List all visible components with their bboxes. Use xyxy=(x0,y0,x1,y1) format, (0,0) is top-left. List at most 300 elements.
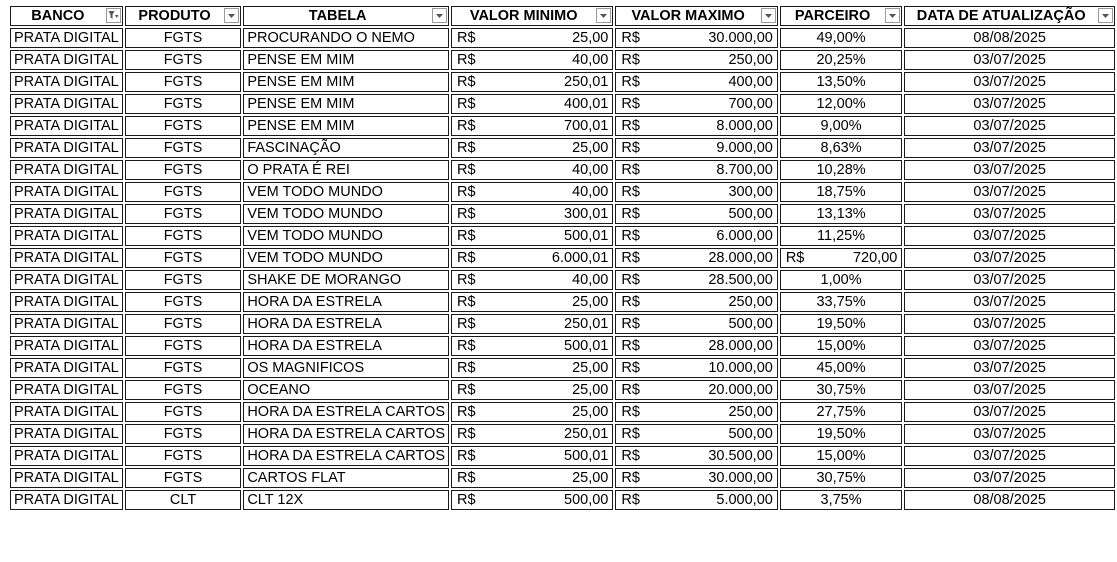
cell-parceiro[interactable]: 15,00% xyxy=(780,446,903,466)
cell-valor-maximo[interactable] xyxy=(615,28,777,48)
cell-valor-maximo[interactable] xyxy=(615,226,777,246)
amount: 500,00 xyxy=(728,206,773,222)
currency-value xyxy=(457,294,608,310)
cell-data-atualizacao[interactable]: 03/07/2025 xyxy=(904,116,1115,136)
cell-tabela[interactable]: PROCURANDO O NEMO xyxy=(243,28,449,48)
amount: 10.000,00 xyxy=(708,360,773,376)
currency-symbol: R$ xyxy=(457,250,476,266)
table-row xyxy=(10,226,1115,246)
currency-symbol: R$ xyxy=(621,162,640,178)
cell-data-atualizacao[interactable]: 03/07/2025 xyxy=(904,204,1115,224)
amount: 300,01 xyxy=(564,206,609,222)
header-data-atualizacao xyxy=(904,6,1115,26)
cell-banco[interactable]: PRATA DIGITAL xyxy=(10,204,123,224)
cell-banco[interactable]: PRATA DIGITAL xyxy=(10,314,123,334)
currency-value xyxy=(621,250,772,266)
cell-valor-maximo[interactable] xyxy=(615,468,777,488)
cell-valor-maximo[interactable] xyxy=(615,270,777,290)
currency-value xyxy=(621,470,772,486)
cell-valor-maximo[interactable] xyxy=(615,72,777,92)
cell-produto[interactable]: FGTS xyxy=(125,72,242,92)
table-row xyxy=(10,248,1115,268)
cell-parceiro[interactable]: 3,75% xyxy=(780,490,903,510)
table-row xyxy=(10,446,1115,466)
cell-valor-minimo[interactable] xyxy=(451,424,613,444)
table-body xyxy=(10,28,1115,510)
cell-tabela[interactable]: PENSE EM MIM xyxy=(243,50,449,70)
cell-banco[interactable]: PRATA DIGITAL xyxy=(10,94,123,114)
header-valor-maximo-label: VALOR MAXIMO xyxy=(631,8,745,24)
currency-value xyxy=(621,228,772,244)
cell-banco[interactable]: PRATA DIGITAL xyxy=(10,226,123,246)
currency-symbol: R$ xyxy=(621,316,640,332)
spreadsheet-table xyxy=(8,4,1117,512)
currency-value xyxy=(621,118,772,134)
header-produto-label: PRODUTO xyxy=(138,8,211,24)
header-produto xyxy=(125,6,242,26)
currency-value xyxy=(621,316,772,332)
cell-valor-minimo[interactable] xyxy=(451,270,613,290)
currency-symbol: R$ xyxy=(457,184,476,200)
table-row xyxy=(10,160,1115,180)
cell-valor-minimo[interactable] xyxy=(451,160,613,180)
cell-parceiro[interactable] xyxy=(780,248,903,268)
header-parceiro xyxy=(780,6,903,26)
currency-symbol: R$ xyxy=(621,470,640,486)
amount: 25,00 xyxy=(572,404,609,420)
currency-value xyxy=(457,448,608,464)
cell-produto[interactable]: FGTS xyxy=(125,424,242,444)
cell-banco[interactable]: PRATA DIGITAL xyxy=(10,380,123,400)
cell-tabela[interactable]: CLT 12X xyxy=(243,490,449,510)
currency-symbol: R$ xyxy=(457,228,476,244)
currency-value xyxy=(621,338,772,354)
cell-produto[interactable]: FGTS xyxy=(125,270,242,290)
amount: 28.000,00 xyxy=(708,338,773,354)
cell-valor-minimo[interactable] xyxy=(451,138,613,158)
amount: 40,00 xyxy=(572,162,609,178)
amount: 700,01 xyxy=(564,118,609,134)
cell-produto[interactable]: FGTS xyxy=(125,116,242,136)
table-row xyxy=(10,204,1115,224)
cell-tabela[interactable]: CARTOS FLAT xyxy=(243,468,449,488)
cell-tabela[interactable]: OS MAGNIFICOS xyxy=(243,358,449,378)
cell-produto[interactable]: FGTS xyxy=(125,226,242,246)
currency-symbol: R$ xyxy=(785,250,805,266)
cell-produto[interactable]: FGTS xyxy=(125,468,242,488)
cell-data-atualizacao[interactable]: 03/07/2025 xyxy=(904,446,1115,466)
amount: 28.000,00 xyxy=(708,250,773,266)
cell-parceiro[interactable]: 49,00% xyxy=(780,28,903,48)
cell-banco[interactable]: PRATA DIGITAL xyxy=(10,28,123,48)
table-row xyxy=(10,270,1115,290)
cell-banco[interactable]: PRATA DIGITAL xyxy=(10,72,123,92)
currency-symbol: R$ xyxy=(457,382,476,398)
currency-symbol: R$ xyxy=(457,426,476,442)
cell-valor-maximo[interactable] xyxy=(615,160,777,180)
currency-symbol: R$ xyxy=(621,184,640,200)
cell-parceiro[interactable]: 30,75% xyxy=(780,380,903,400)
currency-value xyxy=(621,162,772,178)
currency-value xyxy=(621,140,772,156)
cell-parceiro[interactable]: 12,00% xyxy=(780,94,903,114)
currency-symbol: R$ xyxy=(621,294,640,310)
cell-valor-maximo[interactable] xyxy=(615,94,777,114)
cell-tabela[interactable]: FASCINAÇÃO xyxy=(243,138,449,158)
currency-symbol: R$ xyxy=(457,30,476,46)
currency-value xyxy=(457,382,608,398)
currency-value xyxy=(621,382,772,398)
currency-value xyxy=(457,316,608,332)
header-tabela xyxy=(243,6,449,26)
cell-valor-minimo[interactable] xyxy=(451,182,613,202)
amount: 500,01 xyxy=(564,338,609,354)
cell-banco[interactable]: PRATA DIGITAL xyxy=(10,292,123,312)
amount: 720,00 xyxy=(852,250,898,266)
cell-parceiro[interactable]: 10,28% xyxy=(780,160,903,180)
cell-valor-minimo[interactable] xyxy=(451,468,613,488)
table-row xyxy=(10,358,1115,378)
currency-value xyxy=(621,96,772,112)
header-banco xyxy=(10,6,123,26)
cell-parceiro[interactable]: 8,63% xyxy=(780,138,903,158)
cell-tabela[interactable]: PENSE EM MIM xyxy=(243,94,449,114)
cell-parceiro[interactable]: 33,75% xyxy=(780,292,903,312)
cell-parceiro[interactable]: 1,00% xyxy=(780,270,903,290)
cell-produto[interactable]: FGTS xyxy=(125,182,242,202)
amount: 6.000,00 xyxy=(716,228,773,244)
cell-banco[interactable]: PRATA DIGITAL xyxy=(10,182,123,202)
currency-value xyxy=(457,272,608,288)
amount: 8.000,00 xyxy=(716,118,773,134)
cell-valor-maximo[interactable] xyxy=(615,336,777,356)
cell-produto[interactable]: FGTS xyxy=(125,314,242,334)
amount: 250,01 xyxy=(564,74,609,90)
cell-parceiro[interactable]: 9,00% xyxy=(780,116,903,136)
currency-value xyxy=(621,360,772,376)
cell-tabela[interactable]: VEM TODO MUNDO xyxy=(243,248,449,268)
cell-valor-minimo[interactable] xyxy=(451,226,613,246)
cell-data-atualizacao[interactable]: 03/07/2025 xyxy=(904,336,1115,356)
cell-valor-maximo[interactable] xyxy=(615,138,777,158)
cell-parceiro[interactable]: 11,25% xyxy=(780,226,903,246)
cell-produto[interactable]: FGTS xyxy=(125,292,242,312)
cell-valor-maximo[interactable] xyxy=(615,248,777,268)
cell-data-atualizacao[interactable]: 03/07/2025 xyxy=(904,248,1115,268)
cell-parceiro[interactable]: 18,75% xyxy=(780,182,903,202)
cell-valor-maximo[interactable] xyxy=(615,292,777,312)
dropdown-arrow-icon[interactable] xyxy=(761,8,776,23)
cell-tabela[interactable]: HORA DA ESTRELA xyxy=(243,314,449,334)
cell-valor-maximo[interactable] xyxy=(615,380,777,400)
cell-banco[interactable]: PRATA DIGITAL xyxy=(10,138,123,158)
cell-valor-maximo[interactable] xyxy=(615,182,777,202)
currency-symbol: R$ xyxy=(621,404,640,420)
cell-data-atualizacao[interactable]: 03/07/2025 xyxy=(904,402,1115,422)
cell-valor-minimo[interactable] xyxy=(451,380,613,400)
cell-produto[interactable]: FGTS xyxy=(125,380,242,400)
amount: 400,00 xyxy=(728,74,773,90)
cell-valor-maximo[interactable] xyxy=(615,50,777,70)
header-data-atualizacao-label: DATA DE ATUALIZAÇÃO xyxy=(916,8,1086,24)
cell-banco[interactable]: PRATA DIGITAL xyxy=(10,160,123,180)
currency-value xyxy=(621,74,772,90)
amount: 30.500,00 xyxy=(708,448,773,464)
cell-data-atualizacao[interactable]: 03/07/2025 xyxy=(904,72,1115,92)
cell-data-atualizacao[interactable]: 03/07/2025 xyxy=(904,468,1115,488)
amount: 25,00 xyxy=(572,30,609,46)
currency-symbol: R$ xyxy=(621,228,640,244)
cell-produto[interactable]: FGTS xyxy=(125,248,242,268)
cell-valor-minimo[interactable] xyxy=(451,94,613,114)
currency-value xyxy=(457,492,608,508)
cell-valor-maximo[interactable] xyxy=(615,402,777,422)
currency-value xyxy=(457,206,608,222)
cell-produto[interactable]: FGTS xyxy=(125,402,242,422)
cell-valor-minimo[interactable] xyxy=(451,116,613,136)
cell-valor-minimo[interactable] xyxy=(451,314,613,334)
amount: 40,00 xyxy=(572,184,609,200)
cell-produto[interactable]: FGTS xyxy=(125,28,242,48)
cell-banco[interactable]: PRATA DIGITAL xyxy=(10,446,123,466)
currency-value xyxy=(621,426,772,442)
cell-tabela[interactable]: SHAKE DE MORANGO xyxy=(243,270,449,290)
amount: 500,00 xyxy=(728,426,773,442)
cell-parceiro[interactable]: 15,00% xyxy=(780,336,903,356)
amount: 25,00 xyxy=(572,294,609,310)
currency-value xyxy=(457,52,608,68)
currency-symbol: R$ xyxy=(457,448,476,464)
cell-produto[interactable]: CLT xyxy=(125,490,242,510)
header-tabela-label: TABELA xyxy=(308,8,367,24)
cell-valor-minimo[interactable] xyxy=(451,28,613,48)
cell-valor-minimo[interactable] xyxy=(451,204,613,224)
cell-valor-maximo[interactable] xyxy=(615,490,777,510)
table-row xyxy=(10,28,1115,48)
cell-tabela[interactable]: HORA DA ESTRELA xyxy=(243,336,449,356)
amount: 400,01 xyxy=(564,96,609,112)
currency-symbol: R$ xyxy=(457,140,476,156)
amount: 8.700,00 xyxy=(716,162,773,178)
dropdown-arrow-icon[interactable] xyxy=(596,8,611,23)
cell-produto[interactable]: FGTS xyxy=(125,446,242,466)
header-row xyxy=(10,6,1115,26)
cell-data-atualizacao[interactable]: 03/07/2025 xyxy=(904,358,1115,378)
header-parceiro-label: PARCEIRO xyxy=(794,8,871,24)
cell-produto[interactable]: FGTS xyxy=(125,94,242,114)
amount: 500,00 xyxy=(728,316,773,332)
table-row xyxy=(10,182,1115,202)
currency-symbol: R$ xyxy=(457,272,476,288)
table-row xyxy=(10,314,1115,334)
currency-symbol: R$ xyxy=(457,294,476,310)
currency-symbol: R$ xyxy=(621,140,640,156)
cell-valor-minimo[interactable] xyxy=(451,50,613,70)
currency-value xyxy=(457,250,608,266)
currency-symbol: R$ xyxy=(457,338,476,354)
currency-symbol: R$ xyxy=(457,206,476,222)
cell-data-atualizacao[interactable]: 03/07/2025 xyxy=(904,182,1115,202)
cell-tabela[interactable]: HORA DA ESTRELA CARTOS xyxy=(243,446,449,466)
cell-produto[interactable]: FGTS xyxy=(125,358,242,378)
cell-banco[interactable]: PRATA DIGITAL xyxy=(10,490,123,510)
amount: 20.000,00 xyxy=(708,382,773,398)
cell-parceiro[interactable]: 13,50% xyxy=(780,72,903,92)
currency-symbol: R$ xyxy=(621,382,640,398)
currency-symbol: R$ xyxy=(621,338,640,354)
cell-valor-maximo[interactable] xyxy=(615,204,777,224)
cell-valor-maximo[interactable] xyxy=(615,358,777,378)
cell-banco[interactable]: PRATA DIGITAL xyxy=(10,336,123,356)
cell-banco[interactable]: PRATA DIGITAL xyxy=(10,50,123,70)
currency-value xyxy=(621,448,772,464)
currency-value xyxy=(621,492,772,508)
cell-valor-minimo[interactable] xyxy=(451,72,613,92)
currency-value xyxy=(457,404,608,420)
cell-tabela[interactable]: HORA DA ESTRELA CARTOS xyxy=(243,424,449,444)
currency-value xyxy=(621,30,772,46)
cell-tabela[interactable]: HORA DA ESTRELA xyxy=(243,292,449,312)
cell-tabela[interactable]: PENSE EM MIM xyxy=(243,72,449,92)
cell-valor-minimo[interactable] xyxy=(451,248,613,268)
cell-valor-maximo[interactable] xyxy=(615,314,777,334)
cell-banco[interactable]: PRATA DIGITAL xyxy=(10,270,123,290)
cell-data-atualizacao[interactable]: 03/07/2025 xyxy=(904,314,1115,334)
currency-value xyxy=(457,338,608,354)
cell-tabela[interactable]: PENSE EM MIM xyxy=(243,116,449,136)
table-row xyxy=(10,94,1115,114)
table-row xyxy=(10,468,1115,488)
cell-data-atualizacao[interactable]: 03/07/2025 xyxy=(904,380,1115,400)
amount: 250,00 xyxy=(728,52,773,68)
currency-value xyxy=(621,294,772,310)
header-valor-minimo-label: VALOR MINIMO xyxy=(469,8,578,24)
dropdown-arrow-icon[interactable] xyxy=(224,8,239,23)
cell-valor-maximo[interactable] xyxy=(615,446,777,466)
currency-symbol: R$ xyxy=(621,96,640,112)
dropdown-arrow-icon[interactable] xyxy=(432,8,447,23)
cell-produto[interactable]: FGTS xyxy=(125,160,242,180)
cell-parceiro[interactable]: 19,50% xyxy=(780,424,903,444)
cell-tabela[interactable]: VEM TODO MUNDO xyxy=(243,226,449,246)
cell-valor-minimo[interactable] xyxy=(451,490,613,510)
header-banco-label: BANCO xyxy=(31,8,85,24)
amount: 500,01 xyxy=(564,228,609,244)
currency-symbol: R$ xyxy=(457,74,476,90)
cell-valor-maximo[interactable] xyxy=(615,424,777,444)
dropdown-arrow-icon[interactable] xyxy=(1098,8,1113,23)
cell-valor-minimo[interactable] xyxy=(451,336,613,356)
filter-applied-icon[interactable] xyxy=(106,8,121,23)
cell-data-atualizacao[interactable]: 03/07/2025 xyxy=(904,94,1115,114)
table-row xyxy=(10,490,1115,510)
cell-valor-minimo[interactable] xyxy=(451,446,613,466)
table-row xyxy=(10,116,1115,136)
cell-valor-maximo[interactable] xyxy=(615,116,777,136)
currency-value xyxy=(457,360,608,376)
cell-parceiro[interactable]: 30,75% xyxy=(780,468,903,488)
cell-parceiro[interactable]: 45,00% xyxy=(780,358,903,378)
currency-symbol: R$ xyxy=(621,118,640,134)
cell-banco[interactable]: PRATA DIGITAL xyxy=(10,358,123,378)
amount: 30.000,00 xyxy=(708,470,773,486)
amount: 40,00 xyxy=(572,52,609,68)
amount: 25,00 xyxy=(572,140,609,156)
currency-value xyxy=(621,184,772,200)
cell-data-atualizacao[interactable]: 03/07/2025 xyxy=(904,160,1115,180)
currency-symbol: R$ xyxy=(621,492,640,508)
currency-value xyxy=(621,272,772,288)
amount: 500,00 xyxy=(564,492,609,508)
cell-tabela[interactable]: HORA DA ESTRELA CARTOS xyxy=(243,402,449,422)
table-row xyxy=(10,72,1115,92)
cell-tabela[interactable]: O PRATA É REI xyxy=(243,160,449,180)
cell-data-atualizacao[interactable]: 03/07/2025 xyxy=(904,270,1115,290)
currency-symbol: R$ xyxy=(457,492,476,508)
cell-banco[interactable]: PRATA DIGITAL xyxy=(10,248,123,268)
amount: 250,00 xyxy=(728,404,773,420)
cell-tabela[interactable]: VEM TODO MUNDO xyxy=(243,204,449,224)
table-row xyxy=(10,336,1115,356)
cell-tabela[interactable]: OCEANO xyxy=(243,380,449,400)
cell-data-atualizacao[interactable]: 03/07/2025 xyxy=(904,424,1115,444)
table-row xyxy=(10,138,1115,158)
cell-data-atualizacao[interactable]: 03/07/2025 xyxy=(904,292,1115,312)
cell-banco[interactable]: PRATA DIGITAL xyxy=(10,468,123,488)
currency-symbol: R$ xyxy=(621,74,640,90)
amount: 25,00 xyxy=(572,360,609,376)
amount: 40,00 xyxy=(572,272,609,288)
cell-banco[interactable]: PRATA DIGITAL xyxy=(10,424,123,444)
currency-value xyxy=(621,404,772,420)
cell-data-atualizacao[interactable]: 08/08/2025 xyxy=(904,490,1115,510)
currency-value xyxy=(621,52,772,68)
cell-banco[interactable]: PRATA DIGITAL xyxy=(10,402,123,422)
currency-value xyxy=(621,206,772,222)
cell-data-atualizacao[interactable]: 08/08/2025 xyxy=(904,28,1115,48)
currency-symbol: R$ xyxy=(457,316,476,332)
cell-data-atualizacao[interactable]: 03/07/2025 xyxy=(904,50,1115,70)
cell-parceiro[interactable]: 20,25% xyxy=(780,50,903,70)
amount: 25,00 xyxy=(572,382,609,398)
amount: 300,00 xyxy=(728,184,773,200)
cell-parceiro[interactable]: 27,75% xyxy=(780,402,903,422)
cell-data-atualizacao[interactable]: 03/07/2025 xyxy=(904,138,1115,158)
cell-produto[interactable]: FGTS xyxy=(125,138,242,158)
amount: 5.000,00 xyxy=(716,492,773,508)
cell-valor-minimo[interactable] xyxy=(451,358,613,378)
cell-tabela[interactable]: VEM TODO MUNDO xyxy=(243,182,449,202)
cell-data-atualizacao[interactable]: 03/07/2025 xyxy=(904,226,1115,246)
currency-symbol: R$ xyxy=(621,30,640,46)
cell-valor-minimo[interactable] xyxy=(451,292,613,312)
cell-produto[interactable]: FGTS xyxy=(125,204,242,224)
cell-parceiro[interactable]: 13,13% xyxy=(780,204,903,224)
cell-parceiro[interactable]: 19,50% xyxy=(780,314,903,334)
table-row xyxy=(10,402,1115,422)
cell-produto[interactable]: FGTS xyxy=(125,336,242,356)
cell-produto[interactable]: FGTS xyxy=(125,50,242,70)
table-row xyxy=(10,50,1115,70)
table-row xyxy=(10,380,1115,400)
cell-valor-minimo[interactable] xyxy=(451,402,613,422)
amount: 250,01 xyxy=(564,316,609,332)
currency-symbol: R$ xyxy=(457,470,476,486)
cell-banco[interactable]: PRATA DIGITAL xyxy=(10,116,123,136)
header-valor-minimo xyxy=(451,6,613,26)
currency-value xyxy=(457,426,608,442)
dropdown-arrow-icon[interactable] xyxy=(885,8,900,23)
